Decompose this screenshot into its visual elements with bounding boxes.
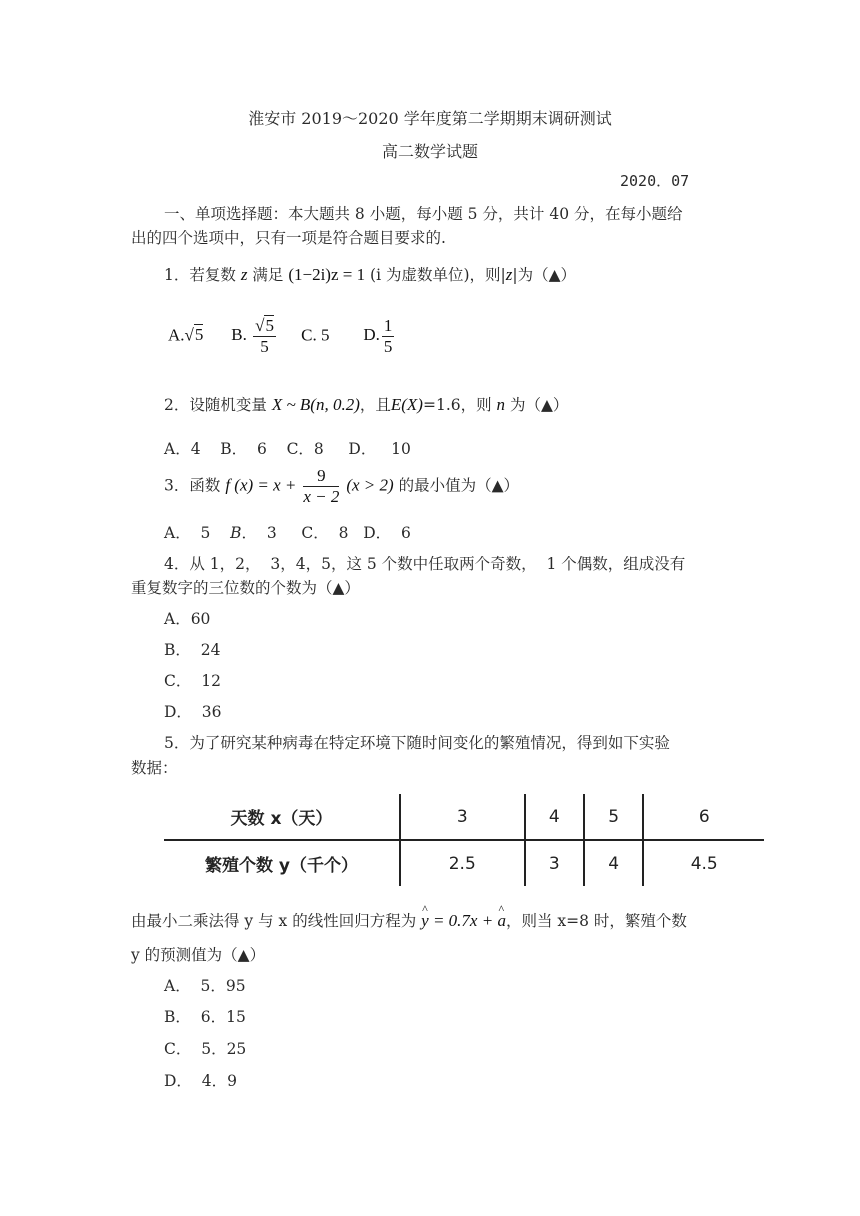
- table-cell: 3: [525, 840, 584, 886]
- question-4-line1: 4．从 1，2， 3，4，5，这 5 个数中任取两个奇数， 1 个偶数，组成没有: [164, 555, 686, 573]
- q2-var-n: n: [496, 395, 506, 414]
- q2-math: X ~ B(n, 0.2): [271, 395, 360, 414]
- q1-var-z: z: [240, 265, 248, 284]
- exam-subtitle: 高二数学试题: [381, 142, 478, 161]
- q4-option-a: A．60: [164, 610, 211, 628]
- exam-title: 淮安市 2019～2020 学年度第二学期期末调研测试: [248, 109, 612, 128]
- question-5-line2: 数据：: [131, 759, 178, 777]
- question-5-prompt: y 的预测值为（▲）: [131, 946, 266, 964]
- exam-date: 2020．07: [620, 172, 690, 190]
- q2-expectation: E(X): [390, 395, 423, 414]
- question-4-line2: 重复数字的三位数的个数为（▲）: [131, 579, 360, 597]
- q3-prefix: 3．函数: [164, 476, 221, 495]
- q1-prefix: 1．若复数: [164, 266, 236, 284]
- question-3: [164, 466, 519, 507]
- q5-option-d: D． 4．9: [164, 1072, 238, 1090]
- table-cell: 4.5: [643, 840, 764, 886]
- table-row: [164, 840, 764, 886]
- q1-option-b: B. $\frac{√5}{5}$: [231, 316, 274, 356]
- table-row-label: 天数 x（天）: [164, 794, 400, 840]
- section-intro-line1: 一、单项选择题：本大题共 8 小题，每小题 5 分，共计 40 分，在每小题给: [164, 205, 683, 223]
- q2-mid: ，且: [359, 396, 391, 414]
- q3-suffix: 的最小值为（▲）: [398, 476, 520, 495]
- q2-prefix: 2．设随机变量: [164, 396, 267, 414]
- q1-note: (i 为虚数单位)，则|: [370, 266, 506, 284]
- q1-suffix: |为（▲）: [512, 266, 577, 284]
- table-cell: 4: [584, 840, 643, 886]
- q1-options: [168, 316, 396, 357]
- q5-option-a: A． 5．95: [164, 977, 246, 995]
- table-cell: 6: [643, 794, 764, 840]
- q4-option-b: B． 24: [164, 641, 221, 659]
- q3-condition: (x > 2): [346, 475, 394, 495]
- q4-option-d: D． 36: [164, 703, 222, 721]
- question-1: [164, 263, 576, 285]
- q1-option-a: A.√5: [168, 325, 204, 345]
- q1-option-d: D. $\frac{1}{5}$: [363, 316, 393, 356]
- question-2: [164, 393, 568, 415]
- q2-suffix: 为（▲）: [509, 396, 569, 414]
- table-cell: 5: [584, 794, 643, 840]
- q1-var-z2: z: [505, 265, 513, 284]
- data-table: [164, 794, 764, 886]
- table-row-label: 繁殖个数 y（千个）: [164, 840, 400, 886]
- q1-equation: (1−2i)z = 1: [288, 265, 366, 284]
- question-5-line1: 5．为了研究某种病毒在特定环境下随时间变化的繁殖情况，得到如下实验: [164, 734, 670, 752]
- q5-option-c: C． 5．25: [164, 1040, 247, 1058]
- q3-function: f (x) = x +: [225, 475, 297, 495]
- regression-equation: ^ y = 0.7x + ^ a: [421, 911, 506, 930]
- q4-option-c: C． 12: [164, 672, 221, 690]
- section-intro-line2: 出的四个选项中，只有一项是符合题目要求的.: [131, 229, 446, 247]
- q1-option-c: C. 5: [301, 325, 330, 345]
- table-cell: 4: [525, 794, 584, 840]
- q2-options: A．4 B． 6 C．8 D． 10: [164, 440, 411, 458]
- q2-rest: =1.6，则: [422, 396, 492, 414]
- table-cell: 2.5: [400, 840, 525, 886]
- q5-option-b: B． 6．15: [164, 1008, 246, 1026]
- table-cell: 3: [400, 794, 525, 840]
- q1-mid: 满足: [252, 266, 284, 284]
- q3-options: A． 5 B． 3 C． 8 D． 6: [164, 524, 411, 542]
- q3-fraction: $\frac{9}{x - 2}$: [303, 466, 340, 506]
- question-5-regression: 由最小二乘法得 y 与 x 的线性回归方程为 ^ y = 0.7x + ^ a，则当 x=8 时，繁殖个数: [131, 909, 687, 931]
- table-row: [164, 794, 764, 840]
